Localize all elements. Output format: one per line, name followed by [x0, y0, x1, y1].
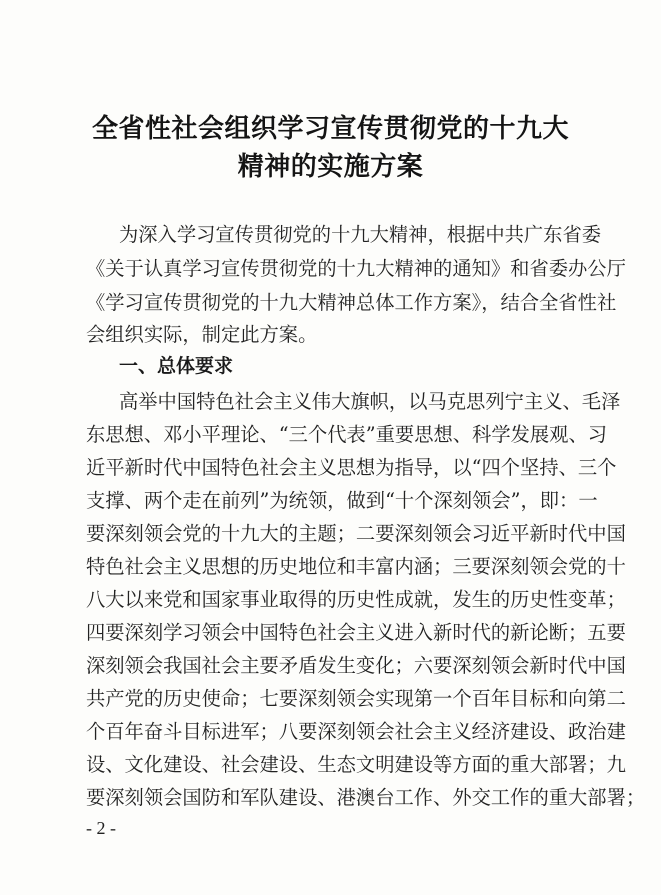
intro-line-3: 《学习宣传贯彻党的十九大精神总体工作方案》，结合全省性社 — [86, 291, 617, 314]
page-number: - 2 - — [86, 818, 116, 838]
body-line-2: 东思想、邓小平理论、“三个代表”重要思想、科学发展观、习 — [86, 423, 608, 446]
body-line-5: 要深刻领会党的十九大的主题；二要深刻领会习近平新时代中国 — [86, 522, 626, 545]
body-line-6: 特色社会主义思想的历史地位和丰富内涵；三要深刻领会党的十 — [86, 555, 626, 578]
body-line-13: 要深刻领会国防和军队建设、港澳台工作、外交工作的重大部署； — [86, 786, 646, 809]
body-line-10: 共产党的历史使命；七要深刻领会实现第一个百年目标和向第二 — [86, 687, 626, 710]
intro-line-2: 《关于认真学习宣传贯彻党的十九大精神的通知》和省委办公厅 — [86, 257, 626, 280]
body-line-12: 设、文化建设、社会建设、生态文明建设等方面的重大部署；九 — [86, 753, 626, 776]
intro-line-1: 为深入学习宣传贯彻党的十九大精神，根据中共广东省委 — [119, 223, 602, 246]
intro-line-4: 会组织实际，制定此方案。 — [86, 323, 318, 346]
body-line-7: 八大以来党和国家事业取得的历史性成就，发生的历史性变革； — [86, 588, 626, 611]
body-line-4: 支撑、两个走在前列”为统领，做到“十个深刻领会”，即：一 — [86, 489, 598, 512]
document-title-line-2: 精神的实施方案 — [237, 152, 424, 182]
body-line-8: 四要深刻学习领会中国特色社会主义进入新时代的新论断；五要 — [86, 621, 626, 644]
section-heading: 一、总体要求 — [119, 355, 234, 377]
body-line-9: 深刻领会我国社会主要矛盾发生变化；六要深刻领会新时代中国 — [86, 654, 626, 677]
body-line-11: 个百年奋斗目标进军；八要深刻领会社会主义经济建设、政治建 — [86, 720, 626, 743]
document-title-line-1: 全省性社会组织学习宣传贯彻党的十九大 — [91, 114, 569, 144]
body-line-3: 近平新时代中国特色社会主义思想为指导，以“四个坚持、三个 — [86, 456, 617, 479]
body-line-1: 高举中国特色社会主义伟大旗帜，以马克思列宁主义、毛泽 — [119, 390, 621, 413]
